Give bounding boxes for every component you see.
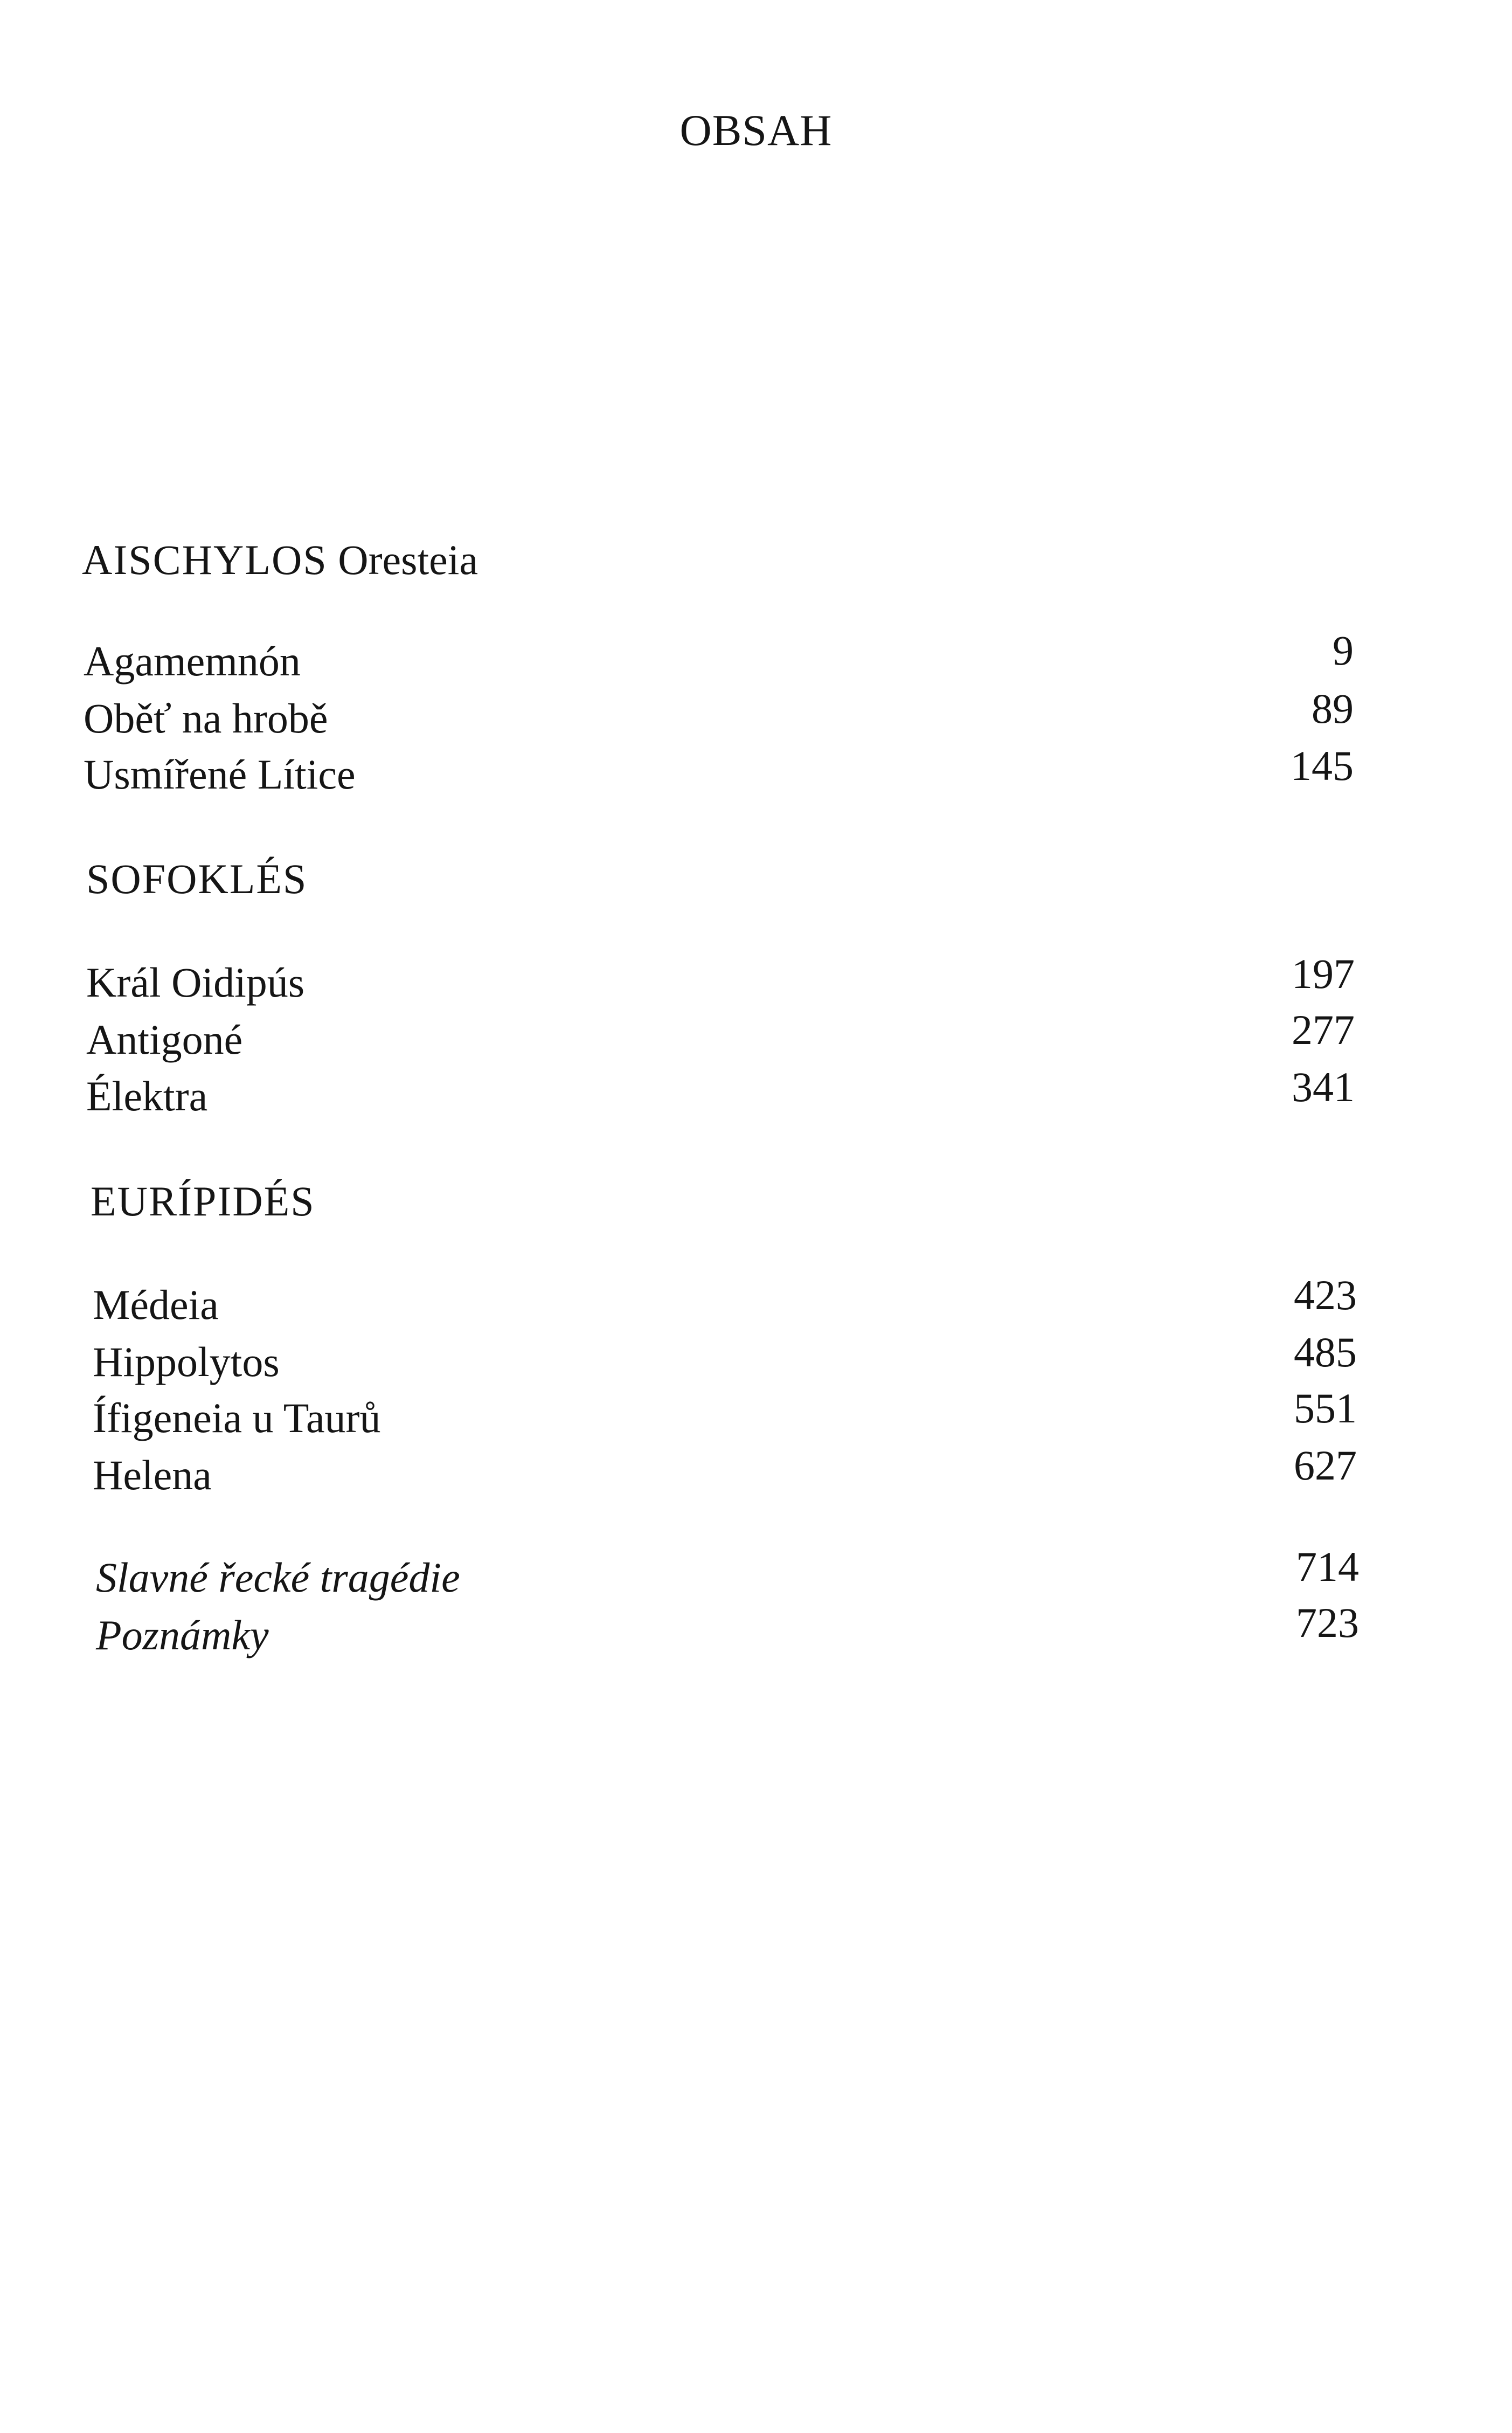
toc-page-number: 9 bbox=[1333, 627, 1354, 674]
toc-page-number: 89 bbox=[1312, 685, 1354, 732]
toc-entry[interactable]: Slavné řecké tragédie bbox=[96, 1554, 460, 1601]
toc-entry[interactable]: Agamemnón bbox=[84, 638, 301, 685]
toc-entry[interactable]: Médeia bbox=[93, 1281, 219, 1328]
toc-page-number: 197 bbox=[1292, 950, 1355, 997]
toc-page-number: 714 bbox=[1296, 1543, 1359, 1590]
work-name: Oresteia bbox=[338, 536, 478, 583]
toc-entry[interactable]: Élektra bbox=[86, 1073, 208, 1119]
toc-page-number: 145 bbox=[1291, 742, 1354, 789]
toc-entry[interactable]: Antigoné bbox=[86, 1016, 243, 1063]
toc-page-number: 723 bbox=[1296, 1599, 1359, 1646]
toc-page-number: 341 bbox=[1292, 1063, 1355, 1110]
toc-page-number: 277 bbox=[1292, 1006, 1355, 1053]
toc-entry[interactable]: Poznámky bbox=[96, 1612, 269, 1658]
toc-page-number: 551 bbox=[1294, 1385, 1357, 1432]
section-heading-euripides: EURÍPIDÉS bbox=[91, 1178, 315, 1225]
toc-page-number: 627 bbox=[1294, 1442, 1357, 1489]
toc-entry[interactable]: Král Oidipús bbox=[86, 959, 305, 1006]
toc-entry[interactable]: Hippolytos bbox=[93, 1338, 280, 1385]
toc-entry[interactable]: Oběť na hrobě bbox=[84, 695, 328, 742]
section-heading-sofokles: SOFOKLÉS bbox=[86, 855, 308, 902]
toc-page-number: 485 bbox=[1294, 1329, 1357, 1376]
toc-entry[interactable]: Ífigeneia u Taurů bbox=[93, 1394, 381, 1441]
page-title: OBSAH bbox=[679, 106, 833, 155]
toc-page-number: 423 bbox=[1294, 1271, 1357, 1318]
toc-entry[interactable]: Helena bbox=[93, 1451, 212, 1498]
section-heading-aischylos bbox=[82, 536, 478, 583]
toc-entry[interactable]: Usmířené Lítice bbox=[84, 751, 356, 798]
author-name: AISCHYLOS bbox=[82, 536, 328, 583]
